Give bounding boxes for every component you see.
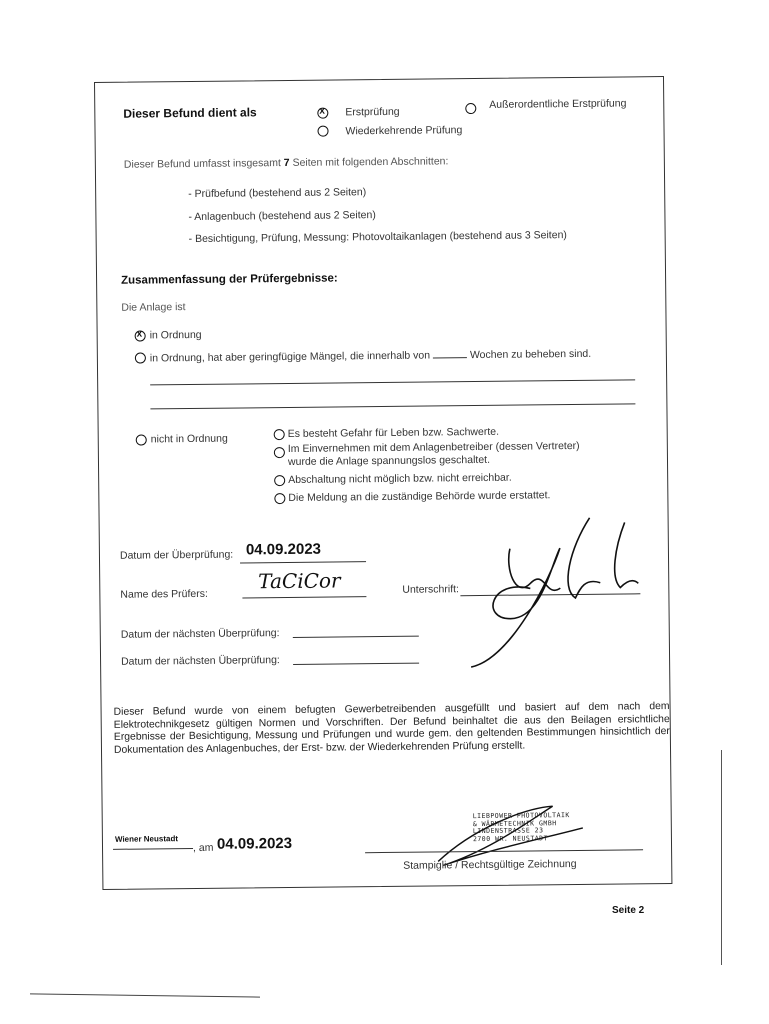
inspector-label: Name des Prüfers: xyxy=(120,587,208,601)
radio-wiederkehrende[interactable] xyxy=(317,126,328,137)
scope-page-count: 7 xyxy=(283,156,290,170)
spannungslos-label-2: wurde die Anlage spannungslos geschaltet. xyxy=(287,453,491,468)
radio-spannungslos[interactable] xyxy=(274,447,285,458)
stamp-line-2: & WÄRMETECHNIK GMBH xyxy=(472,818,557,828)
signature-scribble xyxy=(449,507,641,669)
in-ordnung-label: in Ordnung xyxy=(149,328,202,342)
stamp-label: Stampiglie / Rechtsgültige Zeichnung xyxy=(403,857,577,872)
option-wiederkehrende-label: Wiederkehrende Prüfung xyxy=(345,124,463,138)
summary-heading: Zusammenfassung der Prüfergebnisse: xyxy=(121,272,338,287)
scope-section-3: - Besichtigung, Prüfung, Messung: Photovoltaikanlagen (bestehend aus 3 Seiten) xyxy=(188,229,567,246)
scan-bottom-line xyxy=(30,993,260,997)
inspector-line xyxy=(242,596,366,598)
weeks-field[interactable] xyxy=(433,357,467,358)
legal-statement: Dieser Befund wurde von einem befugten Gewerbetreibenden ausgefüllt und basiert auf dem nach dem Elektrotechnikgesetz gültigen Normen und Vorschriften. Der Befund beinhaltet die aus den Beilagen ersichtliche Ergebnisse der Besichtigung, Messung und Prüfungen und wurde gem. den geltenden Bestimmungen hinsichtlich der Dokumentation des Anlagenbuches, der Erst- bzw. der Wiederkehrenden Prüfung erstellt. xyxy=(113,701,670,756)
defects-line-2[interactable] xyxy=(150,403,635,409)
signature-label: Unterschrift: xyxy=(402,583,460,596)
inspection-date-line xyxy=(240,561,366,563)
radio-meldung[interactable] xyxy=(274,493,285,504)
option-ausserordentliche-label: Außerordentliche Erstprüfung xyxy=(489,97,627,111)
scope-prefix: Dieser Befund umfasst insgesamt xyxy=(123,157,281,171)
stamp-line-1: LIEBPOWER PHOTOVOLTAIK xyxy=(472,811,570,821)
spannungslos-label: Im Einvernehmen mit dem Anlagenbetreiber (dessen Vertreter) xyxy=(287,439,580,455)
meldung-label: Die Meldung an die zuständige Behörde wurde erstattet. xyxy=(288,489,551,504)
gefahr-label: Es besteht Gefahr für Leben bzw. Sachwerte. xyxy=(287,425,500,440)
page-number: Seite 2 xyxy=(612,905,645,916)
summary-intro: Die Anlage ist xyxy=(121,301,186,314)
document-page xyxy=(94,76,672,890)
place-line xyxy=(113,848,193,850)
radio-abschaltung[interactable] xyxy=(274,475,285,486)
minor-defects-before: in Ordnung, hat aber geringfügige Mängel, die innerhalb von xyxy=(149,349,431,365)
radio-geringfuegige-maengel[interactable] xyxy=(135,352,146,363)
scope-section-1: - Prüfbefund (bestehend aus 2 Seiten) xyxy=(188,186,367,201)
next-date-label-1: Datum der nächsten Überprüfung: xyxy=(120,627,280,641)
option-erstpruefung-label: Erstprüfung xyxy=(345,105,400,119)
inspection-date-value[interactable]: 04.09.2023 xyxy=(245,540,322,559)
inspection-date-label: Datum der Überprüfung: xyxy=(119,548,234,562)
minor-defects-after: Wochen zu beheben sind. xyxy=(469,347,592,362)
minor-defects-label xyxy=(150,348,591,365)
abschaltung-label: Abschaltung nicht möglich bzw. nicht erreichbar. xyxy=(288,471,512,486)
inspector-name-handwritten[interactable]: TaCiCor xyxy=(258,568,341,594)
radio-nicht-in-ordnung[interactable] xyxy=(136,434,147,445)
next-date-line-2[interactable] xyxy=(293,663,419,665)
scan-edge-line xyxy=(721,750,722,965)
radio-gefahr[interactable] xyxy=(274,429,285,440)
scope-section-2: - Anlagenbuch (bestehend aus 2 Seiten) xyxy=(188,209,376,224)
next-date-line-1[interactable] xyxy=(293,636,419,638)
radio-ausserordentliche[interactable] xyxy=(465,103,476,114)
stamp-line-3: LINDENSTRASSE 23 xyxy=(472,826,544,836)
stamp-line-4: 2700 WR. NEUSTADT xyxy=(472,833,549,843)
defects-line-1[interactable] xyxy=(150,379,635,385)
not-in-order-label: nicht in Ordnung xyxy=(150,432,228,446)
radio-erstpruefung[interactable] xyxy=(317,108,328,119)
purpose-title: Dieser Befund dient als xyxy=(123,105,257,121)
next-date-label-2: Datum der nächsten Überprüfung: xyxy=(121,654,280,668)
radio-in-ordnung[interactable] xyxy=(135,330,146,341)
footer-am: , am xyxy=(192,841,214,855)
scope-suffix: Seiten mit folgenden Abschnitten: xyxy=(292,155,449,169)
footer-date[interactable]: 04.09.2023 xyxy=(216,834,293,853)
scope-line xyxy=(124,155,449,170)
footer-place: Wiener Neustadt xyxy=(114,834,179,844)
